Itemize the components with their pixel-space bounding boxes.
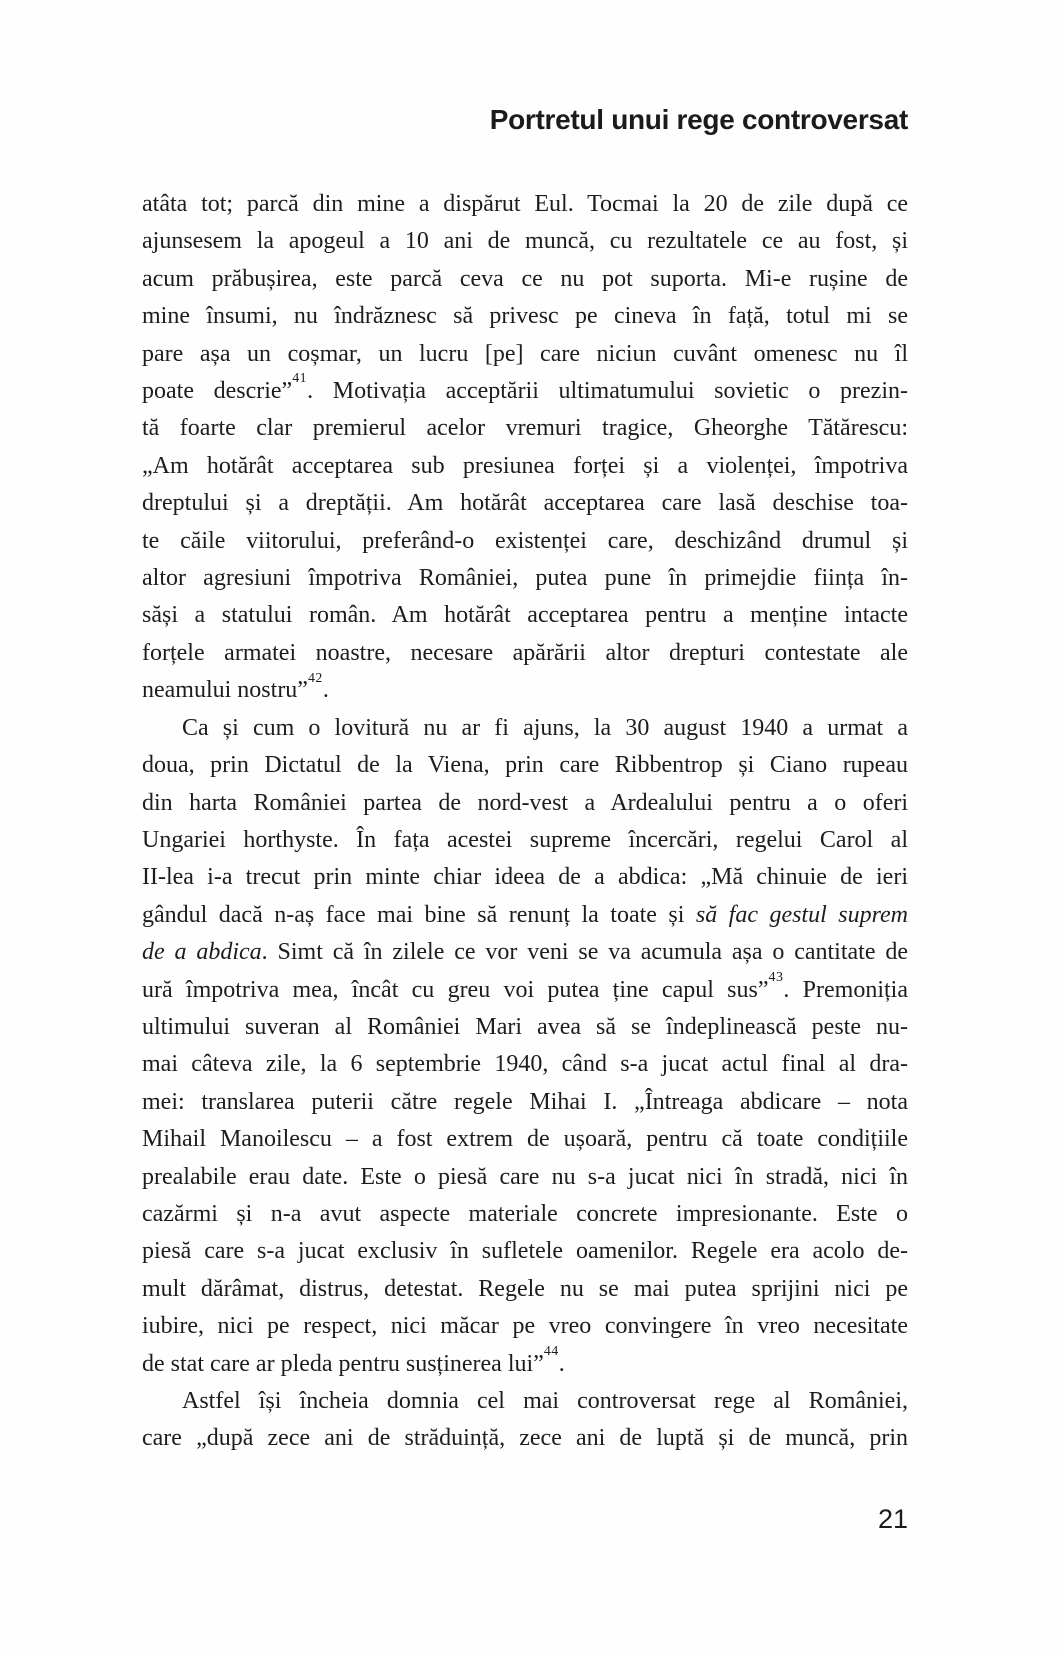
body-line — [142, 635, 908, 672]
body-run: Ungariei horthyste. În fața acestei supreme încercări, regelui Carol al — [142, 826, 908, 853]
footnote-reference: 44 — [543, 1343, 559, 1359]
body-run: dreptului și a dreptății. Am hotărât acceptarea care lasă deschise toa- — [142, 490, 908, 517]
running-header: Portretul unui rege controversat — [489, 104, 908, 135]
body-line — [142, 1084, 908, 1121]
body-run: „Am hotărât acceptarea sub presiunea forței și a violenței, împotriva — [142, 452, 908, 479]
body-line — [142, 710, 908, 747]
body-run: iubire, nici pe respect, nici măcar pe vreo convingere în vreo necesitate — [142, 1313, 908, 1340]
body-line — [142, 1121, 908, 1158]
body-run: ură împotriva mea, încât cu greu voi putea ține capul sus” — [142, 976, 769, 1003]
body-line — [142, 1009, 908, 1046]
body-run: acum prăbușirea, este parcă ceva ce nu pot suporta. Mi-e rușine de — [142, 265, 908, 292]
body-run: săși a statului român. Am hotărât acceptarea pentru a menține intacte — [142, 602, 908, 629]
body-line — [142, 298, 908, 335]
body-run: . — [558, 1350, 565, 1377]
body-line — [142, 1420, 908, 1457]
body-run: din harta României partea de nord-vest a Ardealului pentru a o oferi — [142, 789, 908, 816]
body-run: mine însumi, nu îndrăznesc să privesc pe cineva în față, totul mi se — [142, 303, 908, 330]
body-run: . Motivația acceptării ultimatumului sovietic o prezin- — [307, 378, 908, 405]
body-run: forțele armatei noastre, necesare apărării altor drepturi contestate ale — [142, 639, 908, 666]
body-run: atâta tot; parcă din mine a dispărut Eul. Tocmai la 20 de zile după ce — [142, 191, 908, 217]
footnote-reference: 43 — [768, 969, 784, 985]
body-line — [142, 1046, 908, 1083]
body-run: . Simt că în zilele ce vor veni se va acumula așa o cantitate de — [261, 939, 908, 966]
body-line — [142, 186, 908, 223]
body-line — [142, 1196, 908, 1233]
body-run: . Premoniția — [783, 976, 908, 1003]
body-run: II-lea i-a trecut prin minte chiar ideea de a abdica: „Mă chinuie de ieri — [142, 864, 908, 891]
body-run: . — [322, 677, 329, 704]
body-run: cazărmi și n-a avut aspecte materiale concrete impresionante. Este o — [142, 1200, 908, 1227]
body-run: ultimului suveran al României Mari avea să se îndeplinească peste nu- — [142, 1013, 908, 1040]
body-line — [142, 785, 908, 822]
body-run: altor agresiuni împotriva României, putea pune în primejdie ființa în- — [142, 565, 908, 592]
body-line — [142, 969, 908, 1009]
body-run: Astfel își încheia domnia cel mai controversat rege al României, — [182, 1388, 908, 1414]
body-run: ajunsesem la apogeul a 10 ani de muncă, cu rezultatele ce au fost, și — [142, 228, 908, 255]
italic-quote-text: să fac gestul suprem — [695, 901, 909, 928]
body-line — [142, 822, 908, 859]
body-run: Mihail Manoilescu – a fost extrem de ușoară, pentru că toate condițiile — [142, 1126, 908, 1153]
body-line — [142, 523, 908, 560]
body-line — [142, 373, 908, 410]
body-line — [142, 485, 908, 522]
body-line — [142, 934, 908, 971]
body-line — [142, 597, 908, 634]
body-run: de stat care ar pleda pentru susținerea lui” — [142, 1350, 544, 1377]
body-line — [142, 672, 908, 709]
body-line — [142, 261, 908, 298]
body-run: neamului nostru” — [142, 677, 308, 704]
page-number: 21 — [877, 1504, 908, 1534]
body-line — [142, 1159, 908, 1196]
italic-quote-text: de a abdica — [142, 939, 262, 966]
body-run: Ca și cum o lovitură nu ar fi ajuns, la 30 august 1940 a urmat a — [182, 714, 908, 741]
body-line — [142, 859, 908, 896]
body-line — [142, 410, 908, 447]
body-run: piesă care s-a jucat exclusiv în sufletele oamenilor. Regele era acolo de- — [142, 1238, 908, 1265]
body-line — [142, 897, 908, 934]
body-line — [142, 336, 908, 373]
footnote-reference: 42 — [307, 670, 323, 686]
body-run: prealabile erau date. Este o piesă care nu s-a jucat nici în stradă, nici în — [142, 1163, 908, 1190]
body-run: care „după zece ani de străduință, zece ani de luptă și de muncă, prin — [142, 1425, 908, 1452]
body-line — [142, 1271, 908, 1308]
footnote-reference: 41 — [292, 371, 308, 387]
body-run: mult dărâmat, distrus, detestat. Regele nu se mai putea sprijini nici pe — [142, 1275, 908, 1302]
body-line — [142, 560, 908, 597]
body-run: gândul dacă n-aș face mai bine să renunț la toate și — [142, 901, 696, 928]
body-run: te căile viitorului, preferând-o existenței care, deschizând drumul și — [142, 527, 908, 554]
body-run: mei: translarea puterii către regele Mihai I. „Întreaga abdicare – nota — [142, 1088, 908, 1115]
body-run: doua, prin Dictatul de la Viena, prin care Ribbentrop și Ciano rupeau — [142, 752, 908, 779]
body-line — [142, 1308, 908, 1345]
body-line — [142, 1233, 908, 1270]
body-run: tă foarte clar premierul acelor vremuri tragice, Gheorghe Tătărescu: — [142, 415, 908, 442]
body-line — [142, 1343, 908, 1383]
body-run: mai câteva zile, la 6 septembrie 1940, când s-a jucat actul final al dra- — [142, 1051, 908, 1078]
body-run: pare așa un coșmar, un lucru [pe] care niciun cuvânt omenesc nu îl — [142, 340, 908, 367]
body-run: poate descrie” — [142, 378, 293, 405]
body-line — [142, 747, 908, 784]
body-line — [142, 448, 908, 485]
body-line — [142, 223, 908, 260]
body-line — [142, 1383, 908, 1420]
body-text — [142, 186, 908, 1458]
